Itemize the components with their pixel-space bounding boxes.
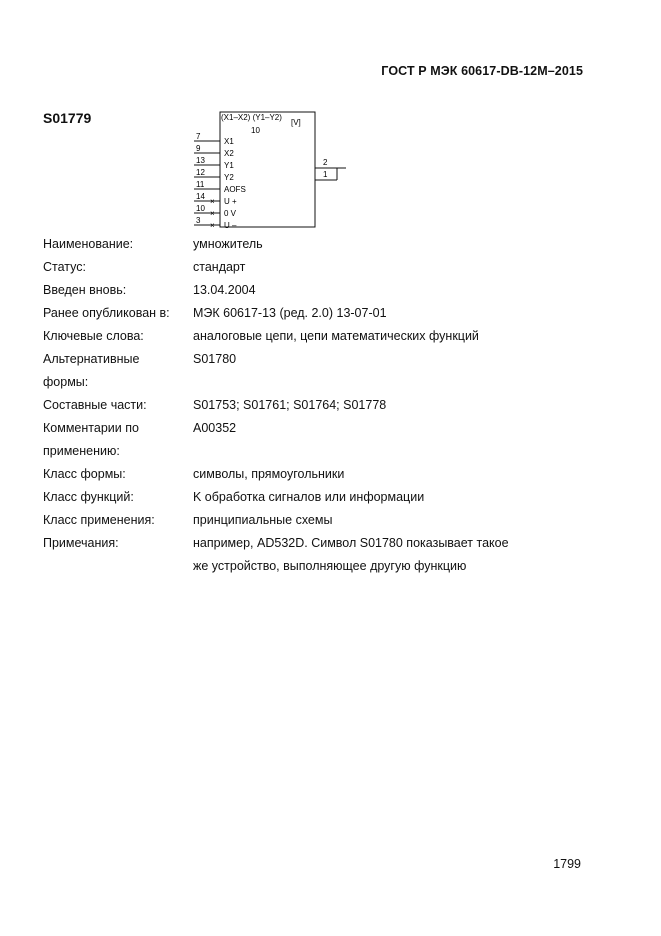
- property-row: [43, 348, 583, 394]
- property-value: S01753; S01761; S01764; S01778: [193, 398, 387, 412]
- property-value: стандарт: [193, 260, 246, 274]
- property-value: умножитель: [193, 237, 263, 251]
- input-pin-number: 12: [196, 168, 205, 177]
- input-pin-number: 9: [196, 144, 201, 153]
- property-row: [43, 509, 583, 532]
- input-label: X1: [224, 137, 234, 146]
- property-key: Введен вновь:: [43, 283, 127, 297]
- property-value: например, AD532D. Символ S01780 показывает такое же устройство, выполняющее другую функцию: [193, 536, 509, 573]
- property-value: A00352: [193, 421, 237, 435]
- property-key: Класс функций:: [43, 490, 134, 504]
- page-number: 1799: [553, 857, 581, 871]
- property-row: [43, 486, 583, 509]
- property-row: [43, 417, 583, 463]
- property-key: Комментарии по применению:: [43, 421, 139, 458]
- property-value: аналоговые цепи, цепи математических функций: [193, 329, 479, 343]
- input-pin-number: 14: [196, 192, 205, 201]
- input-pin-number: 10: [196, 204, 205, 213]
- input-pin-number: 11: [196, 180, 205, 189]
- multiplier-symbol-diagram: [190, 108, 360, 230]
- property-key: Статус:: [43, 260, 86, 274]
- property-value: K обработка сигналов или информации: [193, 490, 425, 504]
- property-key: Альтернативные формы:: [43, 352, 140, 389]
- property-row: [43, 463, 583, 486]
- symbol-top-label: (X1–X2) (Y1–Y2): [221, 113, 282, 122]
- input-label: Y2: [224, 173, 234, 182]
- input-label: 0 V: [224, 209, 237, 218]
- input-pin-number: 7: [196, 132, 201, 141]
- property-row: [43, 532, 583, 578]
- input-label: U –: [224, 221, 237, 230]
- symbol-scale: 10: [251, 126, 260, 135]
- property-row: [43, 233, 583, 256]
- document-header: ГОСТ Р МЭК 60617-DB-12M–2015: [381, 64, 583, 78]
- property-value: 13.04.2004: [193, 283, 256, 297]
- symbol-unit-label: [V]: [291, 118, 301, 127]
- input-label: X2: [224, 149, 234, 158]
- property-value: S01780: [193, 352, 237, 366]
- output-pin-1: 1: [323, 170, 328, 179]
- property-value: символы, прямоугольники: [193, 467, 345, 481]
- input-pin-number: 13: [196, 156, 205, 165]
- property-row: [43, 394, 583, 417]
- property-key: Ранее опубликован в:: [43, 306, 170, 320]
- input-label: U +: [224, 197, 237, 206]
- no-connect-mark-icon: ×: [210, 209, 215, 218]
- property-key: Класс применения:: [43, 513, 155, 527]
- property-key: Составные части:: [43, 398, 147, 412]
- properties-table: [43, 233, 583, 578]
- property-row: [43, 302, 583, 325]
- symbol-code: S01779: [43, 110, 92, 126]
- input-label: Y1: [224, 161, 234, 170]
- property-key: Ключевые слова:: [43, 329, 144, 343]
- property-key: Наименование:: [43, 237, 134, 251]
- property-key: Класс формы:: [43, 467, 126, 481]
- no-connect-mark-icon: ×: [210, 197, 215, 206]
- input-pin-number: 3: [196, 216, 201, 225]
- property-value: принципиальные схемы: [193, 513, 333, 527]
- property-key: Примечания:: [43, 536, 119, 550]
- output-pin-2: 2: [323, 158, 328, 167]
- property-row: [43, 256, 583, 279]
- property-value: МЭК 60617-13 (ред. 2.0) 13-07-01: [193, 306, 387, 320]
- no-connect-mark-icon: ×: [210, 221, 215, 230]
- property-row: [43, 325, 583, 348]
- input-label: AOFS: [224, 185, 246, 194]
- property-row: [43, 279, 583, 302]
